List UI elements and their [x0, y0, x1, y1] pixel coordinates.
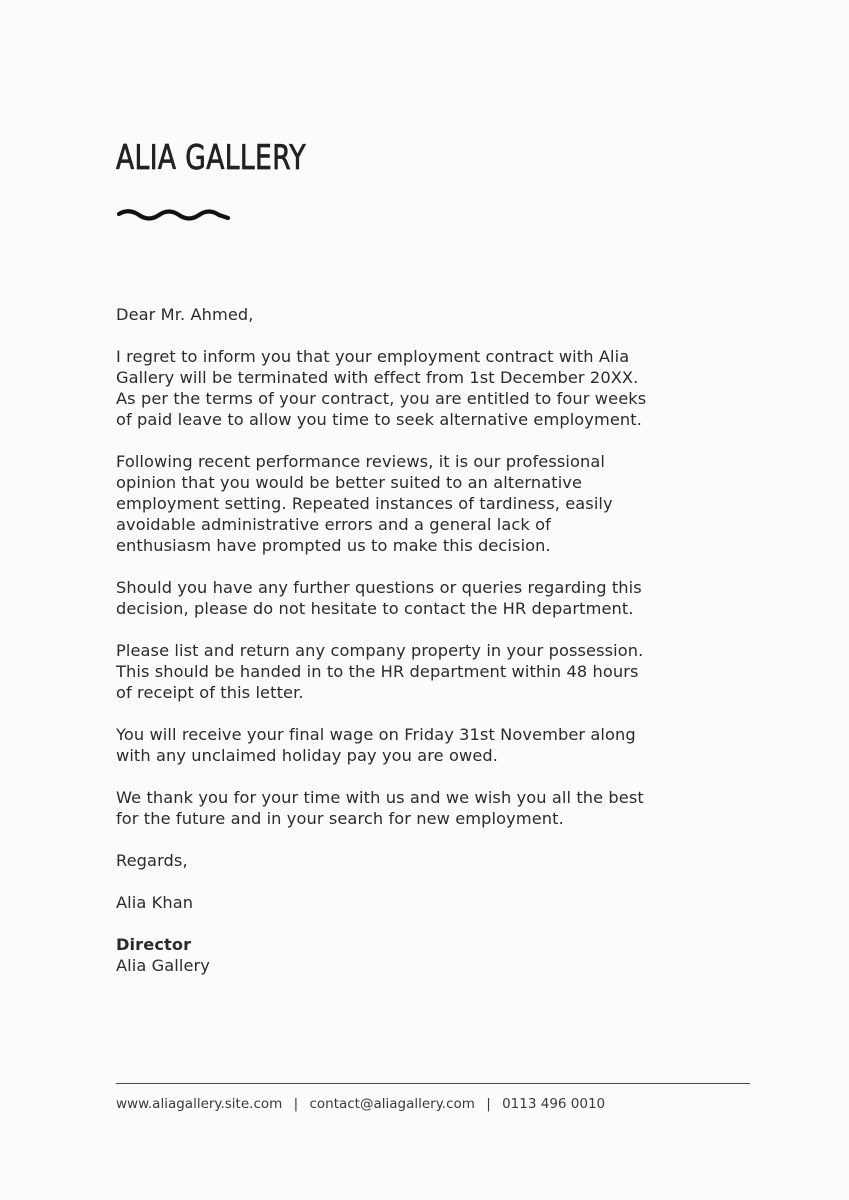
paragraph-final-wage: You will receive your final wage on Friday 31st November along with any unclaimed holiday pay you are owed. — [116, 725, 636, 765]
paragraph-performance-reason: Following recent performance reviews, it is our professional opinion that you would be better suited to an alternative employment setting. Repeated instances of tardiness, easily avoidable administrative errors and a general lack of enthusiasm have prompted us to make this decision. — [116, 452, 613, 555]
footer-website-link[interactable]: www.aliagallery.site.com — [116, 1096, 283, 1112]
letter-body — [116, 304, 696, 976]
footer-separator: | — [486, 1096, 491, 1112]
paragraph-termination-notice: I regret to inform you that your employment contract with Alia Gallery will be terminated with effect from 1st December 20XX. As per the terms of your contract, you are entitled to four weeks of paid leave to allow you time to seek alternative employment. — [116, 347, 647, 429]
closing: Regards, — [116, 851, 188, 870]
brand-title: ALIA GALLERY — [116, 138, 306, 178]
signer-company: Alia Gallery — [116, 956, 210, 975]
footer-divider — [116, 1083, 750, 1084]
salutation: Dear Mr. Ahmed, — [116, 305, 254, 324]
footer-email-link[interactable]: contact@aliagallery.com — [309, 1096, 475, 1112]
footer-separator: | — [293, 1096, 299, 1112]
signer-title: Director — [116, 935, 192, 954]
signer-name: Alia Khan — [116, 893, 194, 912]
wave-divider-icon — [116, 206, 232, 224]
footer-contact — [116, 1096, 605, 1112]
paragraph-thanks: We thank you for your time with us and we wish you all the best for the future and in your search for new employment. — [116, 788, 644, 828]
paragraph-company-property: Please list and return any company property in your possession. This should be handed in to the HR department within 48 hours of receipt of this letter. — [116, 641, 644, 702]
paragraph-questions: Should you have any further questions or queries regarding this decision, please do not hesitate to contact the HR department. — [116, 578, 642, 618]
footer-phone: 0113 496 0010 — [502, 1096, 606, 1112]
